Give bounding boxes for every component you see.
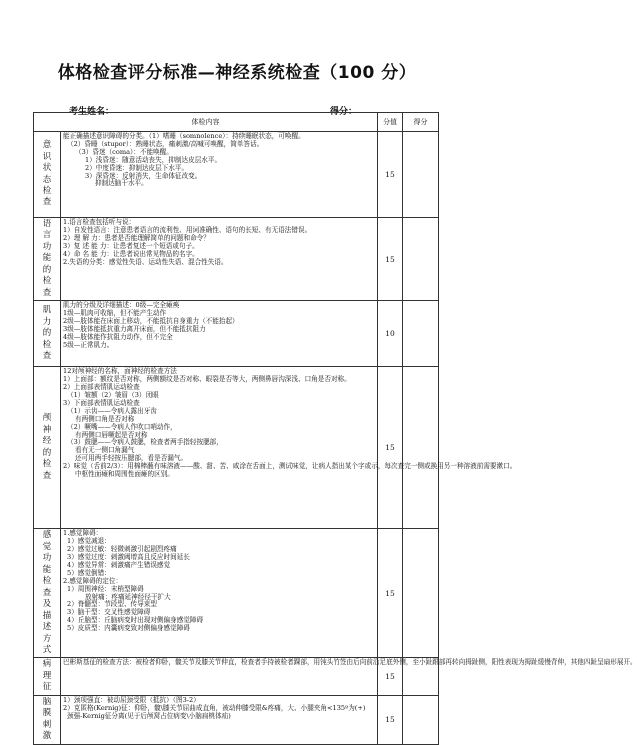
content-line: 有两侧口唇噘起是否对称 <box>75 430 148 439</box>
section-points: 15 <box>378 218 403 301</box>
section-score-cell[interactable] <box>403 529 439 658</box>
content-line: 有两侧口角是否对称 <box>75 414 135 423</box>
section-category: 病 理 征 <box>34 658 61 695</box>
content-line: 2）克匿格(Kernig)征：仰卧，髋\膝关节屈曲成直角，被动伸膝受限&疼痛，大、小腿夹角<135º为(+) <box>63 703 366 712</box>
section-points: 15 <box>378 367 403 529</box>
content-line: 1）自发性语言：注意患者语言的流利性、用词准确性、语句的长短、有无语法错误。 <box>63 225 312 234</box>
content-line: 2）味觉（舌前2/3）：用棉棒蘸有味溶液——酸、甜、苦、咸涂在舌面上，测试味觉，让病人指出某个字或示，每次查完一侧或换用另一种溶液前需要漱口。 <box>63 462 517 471</box>
content-line: 12对颅神经的名称，面神经的检查方法 <box>63 367 177 376</box>
content-line: 2）感觉过敏：轻微刺激引起剧烈疼痛 <box>67 545 177 554</box>
examinee-name-label: 考生姓名： <box>69 107 115 117</box>
content-line: 5）皮质型：内囊病变致对侧偏身感觉障碍 <box>67 624 190 633</box>
content-line: 3级—肢体能抵抗重力离开床面，但不能抵抗阻力 <box>63 325 206 333</box>
section-category: 脑 膜 刺 激 <box>34 695 61 744</box>
section-points: 10 <box>378 301 403 367</box>
content-line: （3）鼓腮——令病人鼓腮，检查者两手指轻按腮部， <box>67 438 223 447</box>
content-line: 放射痛：疼痛延神经径干扩大 <box>85 592 171 601</box>
content-line: 2.失语的分类：感觉性失语、运动性失语、混合性失语。 <box>63 257 228 266</box>
header-content: 体检内容 <box>34 113 378 132</box>
content-line: 还可用两手轻按压腮部，看是否漏气。 <box>75 454 188 463</box>
content-line: 4）命 名 能 力：让患者说出常见物品的名字。 <box>63 249 199 258</box>
section-category: 肌 力 的 检 查 <box>34 301 61 367</box>
content-line: 中枢性面瘫和周围性面瘫的区别。 <box>75 470 174 479</box>
content-line: （1）示齿——令病人露出牙齿 <box>67 406 157 415</box>
section-content <box>61 695 378 744</box>
content-line: 5级—正常肌力。 <box>63 340 114 349</box>
content-line: 1.语言检查包括听与说： <box>63 218 136 226</box>
section-points: 15 <box>378 529 403 658</box>
content-line: 5）感觉倒错： <box>67 568 111 577</box>
content-line: （1）皱额（2）皱眉（3）闭眼 <box>67 391 159 399</box>
section-row <box>34 695 439 744</box>
content-line: （3）昏迷（coma）：不能唤醒。 <box>75 147 173 156</box>
section-score-cell[interactable] <box>403 132 439 218</box>
content-line: 4）丘脑型：丘脑病变时出现对侧偏身感觉障碍 <box>67 616 204 625</box>
section-row <box>34 658 439 695</box>
section-content <box>61 529 378 658</box>
content-line: （2）噘嘴——令病人作吹口哨动作， <box>67 422 177 431</box>
section-category: 语 言 功 能 的 检 查 <box>34 218 61 301</box>
section-content <box>61 218 378 301</box>
content-line: 1）周围神经：末梢型障碍 <box>67 584 144 593</box>
section-row <box>34 529 439 658</box>
section-row <box>34 132 439 218</box>
header-score: 得分 <box>403 113 439 132</box>
section-content <box>61 132 378 218</box>
content-line: 1.感觉障碍： <box>63 529 103 538</box>
content-line: 能正确描述意识障碍的分类。（1）嗜睡（somnolence）：持续睡眠状态，可唤醒。 <box>63 132 305 140</box>
content-line: 1）上面部：额纹是否对称，两侧额纹是否对称、眼裂是否等大，两侧鼻唇沟深浅、口角是否对称。 <box>63 375 351 384</box>
content-line: 2.感觉障碍的定位： <box>63 576 123 585</box>
section-points: 15 <box>378 658 403 695</box>
content-line: （2）昏睡（stupor）：熟睡状态，痛刺激/高喊可唤醒，简单答话。 <box>67 139 264 148</box>
content-line: 3）复 述 能 力：让患者复述一个短语或句子。 <box>63 241 199 250</box>
page-title: 体格检查评分标准—神经系统检查（100 分） <box>57 63 417 83</box>
section-category: 意 识 状 态 检 查 <box>34 132 61 218</box>
content-line: 3）感觉过度：刺激阈增高且反应时间延长 <box>67 553 190 561</box>
section-score-cell[interactable] <box>403 218 439 301</box>
content-line: 2）脊髓型：节段型、传导束型 <box>67 600 157 609</box>
content-line: 看有无一侧口角漏气 <box>75 446 135 455</box>
exam-table <box>33 112 637 745</box>
content-line: 2）上面部表情肌运动检查 <box>63 383 140 392</box>
content-line: 颈强-Kernig征分离(见于后颅窝占位病变\小脑扁桃体疝) <box>67 711 231 720</box>
section-category: 颅 神 经 的 检 查 <box>34 367 61 529</box>
content-line: 2）理 解 力：患者是否能理解简单的问题和命令？ <box>63 233 210 242</box>
content-line: 4）感觉异常：刺激痛产生错误感觉 <box>67 560 171 569</box>
content-line: 肌力的分级及详细描述：0级—完全瘫痪 <box>63 301 180 310</box>
section-points: 15 <box>378 132 403 218</box>
section-points: 15 <box>378 695 403 744</box>
section-score-cell[interactable] <box>403 367 439 529</box>
content-line: 3）深昏迷：反射消失，生命体征改变。 <box>85 171 202 180</box>
section-row <box>34 301 439 367</box>
content-line: 1）颈项强直：被动屈颈受限（抵抗）（图3-2） <box>63 695 200 704</box>
content-line: 1级—肌肉可收缩，但不能产生动作 <box>63 309 167 318</box>
section-score-cell[interactable] <box>403 301 439 367</box>
section-content <box>61 301 378 367</box>
content-line: 3）脑干型：交叉性感觉障碍 <box>67 608 151 617</box>
section-category: 感 觉 功 能 检 查 及 描 述 方 式 <box>34 529 61 658</box>
total-score-label: 得分： <box>330 107 358 117</box>
content-line: 1）感觉减退： <box>67 537 111 546</box>
section-score-cell[interactable] <box>403 695 439 744</box>
section-row <box>34 367 439 529</box>
content-line: 4级—肢体能作抗阻力动作，但不完全 <box>63 332 173 341</box>
content-line: 2）中度昏迷：抑制达皮层下水平。 <box>85 163 189 172</box>
content-line: 3）下面部表情肌运动检查 <box>63 398 140 407</box>
content-line: 1）浅昏迷：随意活动丧失，抑制达皮层水平。 <box>85 155 222 164</box>
content-line: 抑制达脑干水平。 <box>95 179 148 188</box>
content-line: 2级—肢体能在床面上移动，不能抵抗自身重力（不能抬起） <box>63 317 239 326</box>
content-line: 巴彬斯基征的检查方法：被检者仰卧，髋关节及膝关节伸直，检查者手持被检者踝部，用钝头竹签由后向前沿足底外侧，至小趾跟部再转向拇趾侧，阳性表现为拇趾缓慢背伸，其他四趾呈扇形展开。 <box>63 658 637 667</box>
section-row <box>34 218 439 301</box>
header-points: 分值 <box>378 113 403 132</box>
